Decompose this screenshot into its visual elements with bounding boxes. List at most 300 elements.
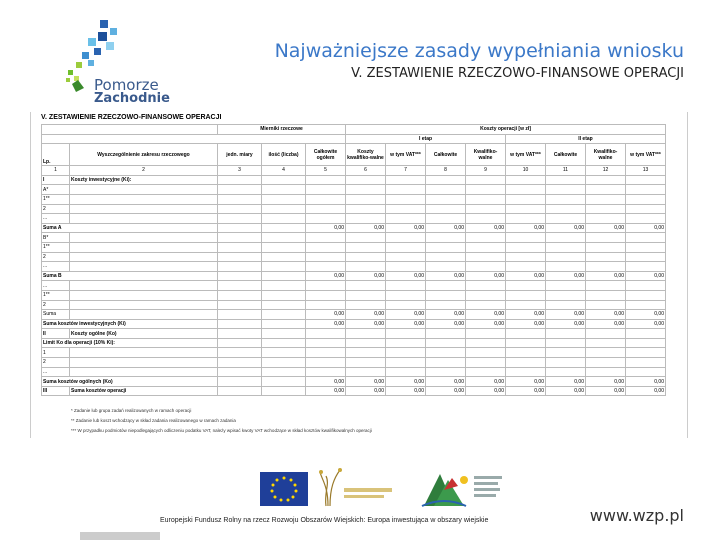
value-cell[interactable] bbox=[346, 338, 386, 348]
value-cell[interactable]: 0,00 bbox=[586, 223, 626, 233]
value-cell[interactable] bbox=[306, 358, 346, 368]
value-cell[interactable] bbox=[306, 367, 346, 377]
value-cell[interactable] bbox=[626, 367, 666, 377]
value-cell[interactable] bbox=[466, 194, 506, 204]
website-url[interactable]: www.wzp.pl bbox=[589, 506, 684, 525]
value-cell[interactable] bbox=[386, 300, 426, 310]
value-cell[interactable] bbox=[386, 367, 426, 377]
value-cell[interactable] bbox=[346, 233, 386, 243]
value-cell[interactable] bbox=[426, 281, 466, 291]
value-cell[interactable] bbox=[506, 329, 546, 339]
row-lp: 2 bbox=[42, 204, 70, 214]
value-cell[interactable] bbox=[426, 185, 466, 195]
value-cell[interactable] bbox=[506, 281, 546, 291]
value-cell[interactable] bbox=[306, 194, 346, 204]
value-cell[interactable] bbox=[506, 233, 546, 243]
column-number: 12 bbox=[586, 166, 626, 176]
input-cell[interactable] bbox=[218, 242, 262, 252]
value-cell[interactable] bbox=[386, 194, 426, 204]
sheet-title: V. ZESTAWIENIE RZECZOWO-FINANSOWE OPERACJI bbox=[41, 114, 222, 121]
value-cell[interactable]: 0,00 bbox=[586, 386, 626, 396]
row-label[interactable] bbox=[70, 252, 218, 262]
value-cell[interactable] bbox=[306, 185, 346, 195]
row-label[interactable] bbox=[70, 310, 218, 320]
value-cell[interactable] bbox=[466, 290, 506, 300]
value-cell[interactable] bbox=[386, 281, 426, 291]
value-cell[interactable] bbox=[306, 214, 346, 224]
value-cell[interactable]: 0,00 bbox=[306, 223, 346, 233]
value-cell[interactable] bbox=[466, 242, 506, 252]
row-label[interactable] bbox=[70, 348, 218, 358]
row-lp: 2 bbox=[42, 252, 70, 262]
value-cell[interactable] bbox=[626, 290, 666, 300]
input-cell[interactable] bbox=[262, 367, 306, 377]
value-cell[interactable] bbox=[626, 185, 666, 195]
value-cell[interactable]: 0,00 bbox=[546, 271, 586, 281]
value-cell[interactable]: 0,00 bbox=[506, 310, 546, 320]
value-cell[interactable]: 0,00 bbox=[346, 310, 386, 320]
value-cell[interactable]: 0,00 bbox=[626, 310, 666, 320]
value-cell[interactable]: 0,00 bbox=[426, 377, 466, 387]
value-cell[interactable] bbox=[546, 262, 586, 272]
row-label[interactable] bbox=[70, 214, 218, 224]
value-cell[interactable]: 0,00 bbox=[466, 319, 506, 329]
value-cell[interactable]: 0,00 bbox=[466, 386, 506, 396]
value-cell[interactable] bbox=[426, 348, 466, 358]
input-cell[interactable] bbox=[262, 252, 306, 262]
value-cell[interactable]: 0,00 bbox=[386, 319, 426, 329]
row-lp: II bbox=[42, 329, 70, 339]
value-cell[interactable] bbox=[626, 358, 666, 368]
value-cell[interactable] bbox=[306, 175, 346, 185]
value-cell[interactable] bbox=[466, 233, 506, 243]
value-cell[interactable] bbox=[586, 300, 626, 310]
value-cell[interactable]: 0,00 bbox=[386, 271, 426, 281]
value-cell[interactable] bbox=[626, 175, 666, 185]
value-cell[interactable]: 0,00 bbox=[426, 223, 466, 233]
value-cell[interactable]: 0,00 bbox=[506, 386, 546, 396]
value-cell[interactable] bbox=[506, 194, 546, 204]
value-cell[interactable] bbox=[506, 300, 546, 310]
value-cell[interactable] bbox=[586, 233, 626, 243]
value-cell[interactable] bbox=[546, 214, 586, 224]
input-cell[interactable] bbox=[218, 281, 262, 291]
value-cell[interactable] bbox=[466, 281, 506, 291]
value-cell[interactable] bbox=[626, 262, 666, 272]
table-row bbox=[42, 329, 666, 339]
value-cell[interactable] bbox=[506, 290, 546, 300]
value-cell[interactable] bbox=[506, 348, 546, 358]
value-cell[interactable] bbox=[466, 367, 506, 377]
value-cell[interactable]: 0,00 bbox=[386, 377, 426, 387]
value-cell[interactable] bbox=[346, 262, 386, 272]
value-cell[interactable]: 0,00 bbox=[466, 310, 506, 320]
value-cell[interactable] bbox=[386, 242, 426, 252]
value-cell[interactable] bbox=[466, 262, 506, 272]
value-cell[interactable] bbox=[586, 358, 626, 368]
value-cell[interactable] bbox=[346, 329, 386, 339]
value-cell[interactable] bbox=[546, 290, 586, 300]
value-cell[interactable] bbox=[426, 300, 466, 310]
value-cell[interactable]: 0,00 bbox=[426, 319, 466, 329]
input-cell[interactable] bbox=[262, 242, 306, 252]
value-cell[interactable]: 0,00 bbox=[466, 271, 506, 281]
value-cell[interactable] bbox=[466, 204, 506, 214]
value-cell[interactable]: 0,00 bbox=[306, 386, 346, 396]
row-label[interactable] bbox=[70, 185, 218, 195]
input-cell[interactable] bbox=[218, 367, 262, 377]
value-cell[interactable] bbox=[546, 329, 586, 339]
value-cell[interactable] bbox=[306, 204, 346, 214]
value-cell[interactable] bbox=[346, 242, 386, 252]
value-cell[interactable]: 0,00 bbox=[586, 271, 626, 281]
row-label[interactable] bbox=[70, 300, 218, 310]
input-cell[interactable] bbox=[262, 214, 306, 224]
value-cell[interactable] bbox=[306, 262, 346, 272]
input-cell[interactable] bbox=[218, 319, 262, 329]
row-label[interactable]: Suma kosztów operacji bbox=[70, 386, 218, 396]
input-cell[interactable] bbox=[218, 194, 262, 204]
value-cell[interactable] bbox=[586, 194, 626, 204]
value-cell[interactable]: 0,00 bbox=[386, 310, 426, 320]
value-cell[interactable] bbox=[506, 185, 546, 195]
value-cell[interactable] bbox=[626, 233, 666, 243]
value-cell[interactable] bbox=[346, 367, 386, 377]
input-cell[interactable] bbox=[218, 386, 262, 396]
value-cell[interactable] bbox=[426, 367, 466, 377]
value-cell[interactable]: 0,00 bbox=[346, 377, 386, 387]
slide-subtitle: V. ZESTAWIENIE RZECZOWO-FINANSOWE OPERACJI bbox=[351, 66, 684, 81]
input-cell[interactable] bbox=[262, 377, 306, 387]
row-label[interactable] bbox=[70, 262, 218, 272]
input-cell[interactable] bbox=[262, 262, 306, 272]
value-cell[interactable] bbox=[426, 329, 466, 339]
value-cell[interactable] bbox=[626, 300, 666, 310]
header-row-1 bbox=[42, 125, 666, 135]
input-cell[interactable] bbox=[218, 329, 262, 339]
value-cell[interactable] bbox=[506, 242, 546, 252]
program-footer-text: Europejski Fundusz Rolny na rzecz Rozwoju Obszarów Wiejskich: Europa inwestująca w obszary wiejskie bbox=[160, 517, 489, 524]
value-cell[interactable] bbox=[546, 348, 586, 358]
value-cell[interactable]: 0,00 bbox=[586, 377, 626, 387]
value-cell[interactable] bbox=[546, 194, 586, 204]
value-cell[interactable]: 0,00 bbox=[546, 386, 586, 396]
input-cell[interactable] bbox=[262, 310, 306, 320]
value-cell[interactable] bbox=[626, 281, 666, 291]
value-cell[interactable]: 0,00 bbox=[466, 377, 506, 387]
value-cell[interactable] bbox=[626, 194, 666, 204]
column-number: 9 bbox=[466, 166, 506, 176]
value-cell[interactable] bbox=[426, 214, 466, 224]
row-label[interactable] bbox=[70, 281, 218, 291]
value-cell[interactable] bbox=[506, 175, 546, 185]
input-cell[interactable] bbox=[262, 233, 306, 243]
value-cell[interactable]: 0,00 bbox=[506, 377, 546, 387]
input-cell[interactable] bbox=[218, 338, 262, 348]
value-cell[interactable] bbox=[586, 252, 626, 262]
input-cell[interactable] bbox=[218, 358, 262, 368]
value-cell[interactable]: 0,00 bbox=[426, 386, 466, 396]
value-cell[interactable]: 0,00 bbox=[626, 271, 666, 281]
value-cell[interactable] bbox=[626, 348, 666, 358]
value-cell[interactable] bbox=[426, 175, 466, 185]
input-cell[interactable] bbox=[262, 329, 306, 339]
row-label[interactable] bbox=[70, 204, 218, 214]
value-cell[interactable] bbox=[306, 290, 346, 300]
value-cell[interactable]: 0,00 bbox=[386, 223, 426, 233]
row-label[interactable]: Koszty inwestycyjne (Ki): bbox=[70, 175, 218, 185]
value-cell[interactable] bbox=[426, 233, 466, 243]
row-label[interactable] bbox=[70, 242, 218, 252]
value-cell[interactable] bbox=[626, 204, 666, 214]
kwal-header: Koszty kwalifiko-walne bbox=[346, 144, 386, 166]
input-cell[interactable] bbox=[218, 175, 262, 185]
table-row bbox=[42, 319, 666, 329]
value-cell[interactable]: 0,00 bbox=[306, 271, 346, 281]
value-cell[interactable]: 0,00 bbox=[386, 386, 426, 396]
value-cell[interactable] bbox=[546, 358, 586, 368]
value-cell[interactable] bbox=[466, 329, 506, 339]
value-cell[interactable]: 0,00 bbox=[426, 310, 466, 320]
value-cell[interactable] bbox=[306, 338, 346, 348]
value-cell[interactable] bbox=[386, 175, 426, 185]
input-cell[interactable] bbox=[218, 377, 262, 387]
input-cell[interactable] bbox=[262, 300, 306, 310]
input-cell[interactable] bbox=[218, 214, 262, 224]
value-cell[interactable]: 0,00 bbox=[306, 319, 346, 329]
value-cell[interactable]: 0,00 bbox=[626, 386, 666, 396]
input-cell[interactable] bbox=[262, 386, 306, 396]
value-cell[interactable]: 0,00 bbox=[346, 386, 386, 396]
input-cell[interactable] bbox=[218, 300, 262, 310]
input-cell[interactable] bbox=[218, 271, 262, 281]
value-cell[interactable] bbox=[506, 252, 546, 262]
value-cell[interactable]: 0,00 bbox=[506, 271, 546, 281]
input-cell[interactable] bbox=[262, 204, 306, 214]
value-cell[interactable] bbox=[506, 338, 546, 348]
value-cell[interactable]: 0,00 bbox=[546, 310, 586, 320]
value-cell[interactable] bbox=[506, 358, 546, 368]
value-cell[interactable] bbox=[546, 252, 586, 262]
logo-line1: Pomorze bbox=[94, 76, 159, 94]
value-cell[interactable] bbox=[426, 252, 466, 262]
input-cell[interactable] bbox=[262, 185, 306, 195]
row-lp: 2 bbox=[42, 300, 70, 310]
column-number: 6 bbox=[346, 166, 386, 176]
input-cell[interactable] bbox=[218, 310, 262, 320]
input-cell[interactable] bbox=[262, 338, 306, 348]
value-cell[interactable] bbox=[506, 367, 546, 377]
input-cell[interactable] bbox=[262, 175, 306, 185]
value-cell[interactable] bbox=[506, 204, 546, 214]
value-cell[interactable] bbox=[466, 338, 506, 348]
value-cell[interactable] bbox=[386, 214, 426, 224]
koszty-header: Koszty operacji [w zł] bbox=[346, 125, 666, 135]
input-cell[interactable] bbox=[262, 223, 306, 233]
value-cell[interactable] bbox=[586, 242, 626, 252]
value-cell[interactable] bbox=[386, 185, 426, 195]
row-label[interactable] bbox=[70, 233, 218, 243]
value-cell[interactable] bbox=[426, 194, 466, 204]
value-cell[interactable] bbox=[466, 348, 506, 358]
value-cell[interactable] bbox=[306, 300, 346, 310]
input-cell[interactable] bbox=[262, 348, 306, 358]
value-cell[interactable] bbox=[586, 204, 626, 214]
row-lp: 1** bbox=[42, 242, 70, 252]
value-cell[interactable] bbox=[626, 214, 666, 224]
value-cell[interactable] bbox=[586, 329, 626, 339]
value-cell[interactable] bbox=[346, 194, 386, 204]
value-cell[interactable] bbox=[546, 185, 586, 195]
value-cell[interactable] bbox=[626, 252, 666, 262]
value-cell[interactable] bbox=[306, 281, 346, 291]
value-cell[interactable] bbox=[346, 281, 386, 291]
input-cell[interactable] bbox=[262, 358, 306, 368]
input-cell[interactable] bbox=[218, 223, 262, 233]
value-cell[interactable] bbox=[306, 348, 346, 358]
value-cell[interactable] bbox=[626, 329, 666, 339]
value-cell[interactable]: 0,00 bbox=[586, 310, 626, 320]
value-cell[interactable]: 0,00 bbox=[506, 223, 546, 233]
value-cell[interactable]: 0,00 bbox=[546, 319, 586, 329]
table-row bbox=[42, 338, 666, 348]
value-cell[interactable] bbox=[346, 348, 386, 358]
input-cell[interactable] bbox=[218, 252, 262, 262]
value-cell[interactable]: 0,00 bbox=[506, 319, 546, 329]
ksow-logo-icon bbox=[318, 466, 408, 512]
value-cell[interactable]: 0,00 bbox=[546, 377, 586, 387]
value-cell[interactable]: 0,00 bbox=[626, 223, 666, 233]
value-cell[interactable] bbox=[466, 358, 506, 368]
value-cell[interactable]: 0,00 bbox=[306, 310, 346, 320]
value-cell[interactable] bbox=[346, 290, 386, 300]
value-cell[interactable] bbox=[386, 338, 426, 348]
column-number: 7 bbox=[386, 166, 426, 176]
value-cell[interactable]: 0,00 bbox=[346, 319, 386, 329]
value-cell[interactable] bbox=[466, 252, 506, 262]
input-cell[interactable] bbox=[218, 262, 262, 272]
row-lp: ... bbox=[42, 281, 70, 291]
value-cell[interactable] bbox=[386, 290, 426, 300]
input-cell[interactable] bbox=[218, 204, 262, 214]
value-cell[interactable] bbox=[346, 300, 386, 310]
value-cell[interactable] bbox=[506, 262, 546, 272]
value-cell[interactable] bbox=[626, 242, 666, 252]
value-cell[interactable] bbox=[386, 329, 426, 339]
value-cell[interactable]: 0,00 bbox=[626, 319, 666, 329]
input-cell[interactable] bbox=[218, 233, 262, 243]
value-cell[interactable] bbox=[426, 290, 466, 300]
value-cell[interactable] bbox=[546, 367, 586, 377]
lp-header: Lp. bbox=[42, 144, 70, 166]
value-cell[interactable] bbox=[386, 204, 426, 214]
value-cell[interactable] bbox=[586, 290, 626, 300]
value-cell[interactable] bbox=[546, 233, 586, 243]
value-cell[interactable] bbox=[426, 242, 466, 252]
row-label[interactable]: Koszty ogólne (Ko) bbox=[70, 329, 218, 339]
value-cell[interactable] bbox=[546, 338, 586, 348]
row-label[interactable] bbox=[70, 358, 218, 368]
value-cell[interactable] bbox=[306, 329, 346, 339]
value-cell[interactable] bbox=[466, 214, 506, 224]
input-cell[interactable] bbox=[218, 348, 262, 358]
value-cell[interactable] bbox=[626, 338, 666, 348]
value-cell[interactable] bbox=[466, 175, 506, 185]
value-cell[interactable] bbox=[346, 175, 386, 185]
value-cell[interactable] bbox=[586, 367, 626, 377]
value-cell[interactable] bbox=[426, 358, 466, 368]
row-lp: ... bbox=[42, 214, 70, 224]
value-cell[interactable] bbox=[546, 300, 586, 310]
value-cell[interactable] bbox=[546, 204, 586, 214]
value-cell[interactable] bbox=[506, 214, 546, 224]
row-label[interactable] bbox=[70, 367, 218, 377]
value-cell[interactable] bbox=[386, 348, 426, 358]
input-cell[interactable] bbox=[262, 194, 306, 204]
value-cell[interactable]: 0,00 bbox=[306, 377, 346, 387]
value-cell[interactable] bbox=[306, 252, 346, 262]
value-cell[interactable] bbox=[546, 242, 586, 252]
value-cell[interactable] bbox=[426, 338, 466, 348]
value-cell[interactable]: 0,00 bbox=[546, 223, 586, 233]
value-cell[interactable] bbox=[586, 338, 626, 348]
value-cell[interactable] bbox=[586, 281, 626, 291]
value-cell[interactable] bbox=[386, 358, 426, 368]
value-cell[interactable]: 0,00 bbox=[426, 271, 466, 281]
value-cell[interactable] bbox=[546, 175, 586, 185]
table-row bbox=[42, 300, 666, 310]
value-cell[interactable] bbox=[386, 262, 426, 272]
value-cell[interactable]: 0,00 bbox=[586, 319, 626, 329]
value-cell[interactable] bbox=[346, 204, 386, 214]
value-cell[interactable] bbox=[306, 242, 346, 252]
input-cell[interactable] bbox=[218, 290, 262, 300]
value-cell[interactable]: 0,00 bbox=[466, 223, 506, 233]
value-cell[interactable] bbox=[346, 358, 386, 368]
value-cell[interactable] bbox=[346, 185, 386, 195]
value-cell[interactable] bbox=[346, 214, 386, 224]
row-lp: Limit Ko dla operacji (10% Ki): bbox=[42, 338, 218, 348]
value-cell[interactable] bbox=[586, 348, 626, 358]
value-cell[interactable]: 0,00 bbox=[346, 271, 386, 281]
value-cell[interactable]: 0,00 bbox=[346, 223, 386, 233]
value-cell[interactable] bbox=[346, 252, 386, 262]
value-cell[interactable] bbox=[306, 233, 346, 243]
value-cell[interactable] bbox=[546, 281, 586, 291]
value-cell[interactable]: 0,00 bbox=[626, 377, 666, 387]
row-label[interactable] bbox=[70, 194, 218, 204]
value-cell[interactable] bbox=[386, 252, 426, 262]
bottom-bar bbox=[80, 532, 160, 540]
value-cell[interactable] bbox=[586, 185, 626, 195]
value-cell[interactable] bbox=[586, 175, 626, 185]
table-row bbox=[42, 175, 666, 185]
row-label[interactable] bbox=[70, 290, 218, 300]
value-cell[interactable] bbox=[586, 262, 626, 272]
value-cell[interactable] bbox=[426, 204, 466, 214]
value-cell[interactable] bbox=[466, 185, 506, 195]
input-cell[interactable] bbox=[262, 281, 306, 291]
value-cell[interactable] bbox=[466, 300, 506, 310]
input-cell[interactable] bbox=[262, 271, 306, 281]
input-cell[interactable] bbox=[262, 319, 306, 329]
input-cell[interactable] bbox=[262, 290, 306, 300]
ilosc-header: ilość (liczba) bbox=[262, 144, 306, 166]
value-cell[interactable] bbox=[426, 262, 466, 272]
value-cell[interactable] bbox=[586, 214, 626, 224]
input-cell[interactable] bbox=[218, 185, 262, 195]
value-cell[interactable] bbox=[386, 233, 426, 243]
